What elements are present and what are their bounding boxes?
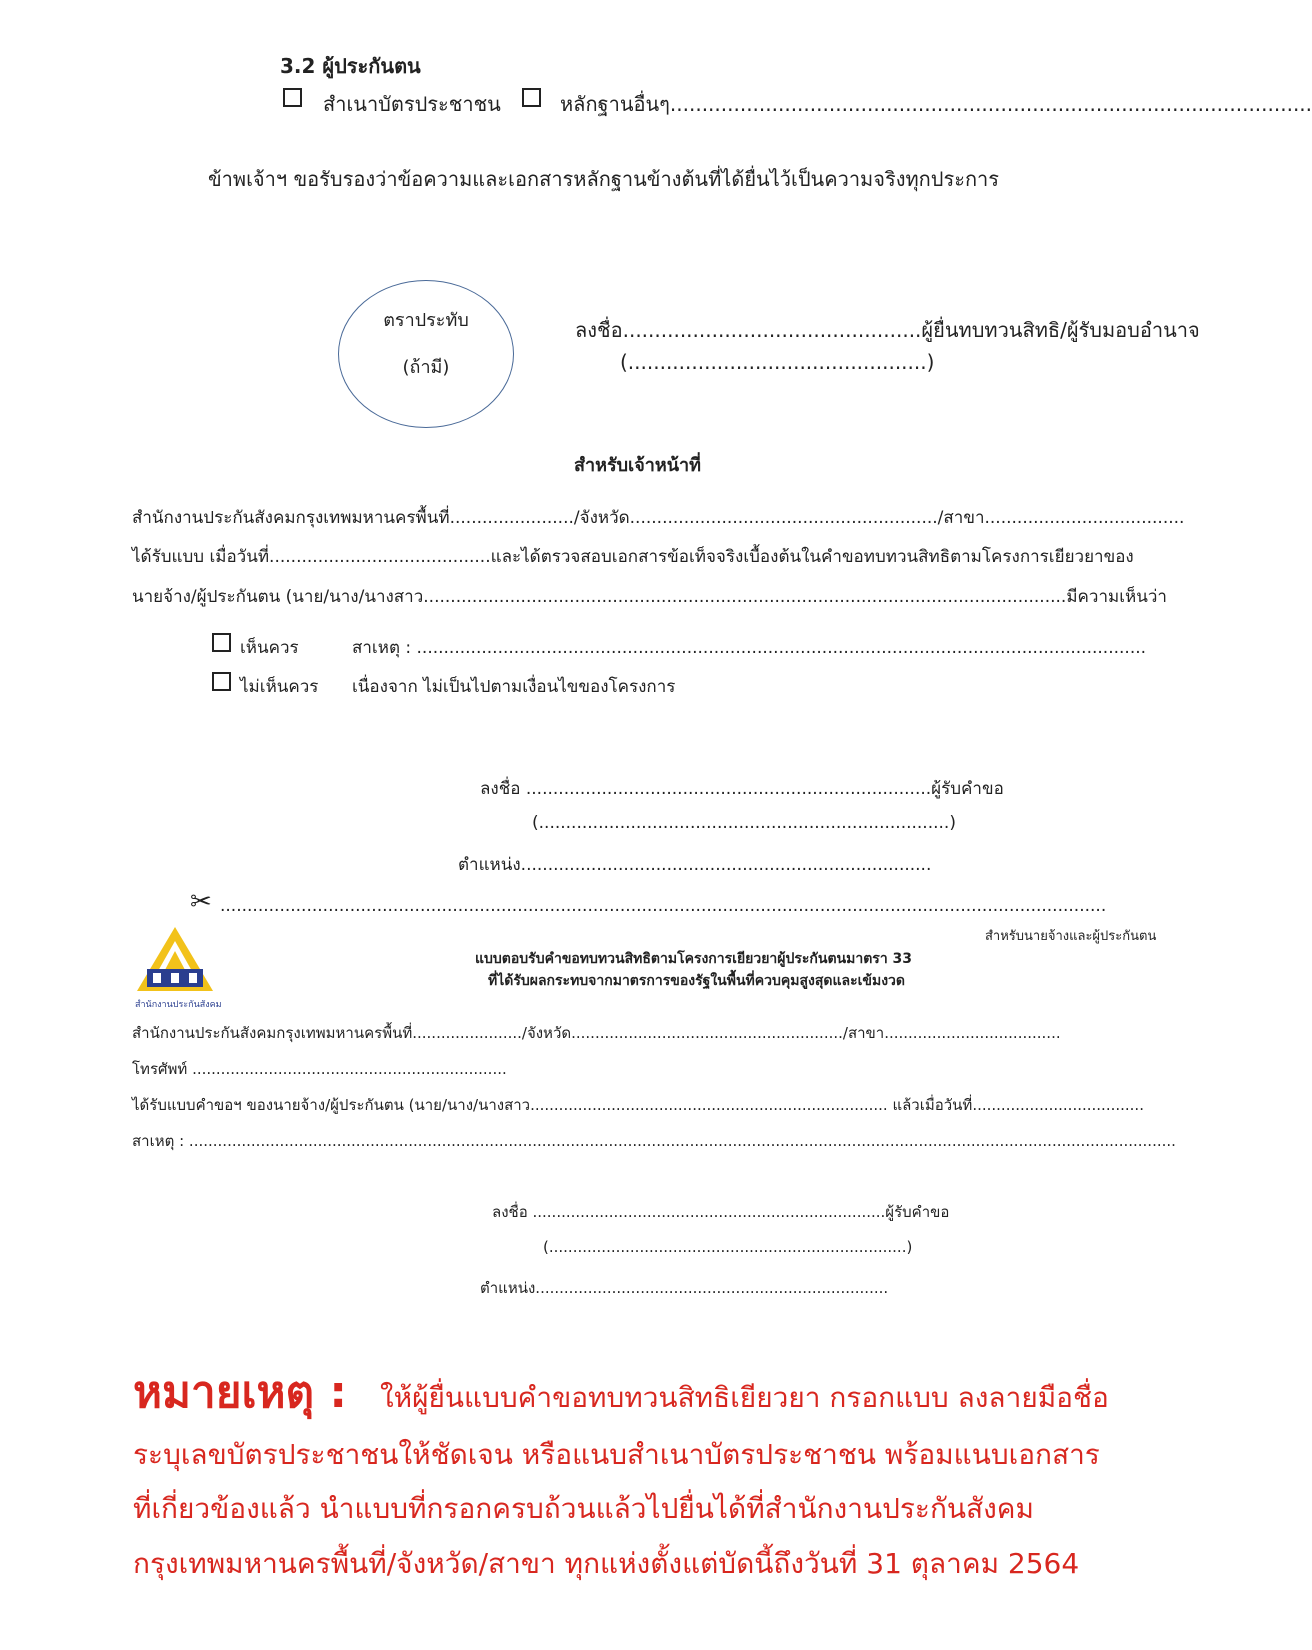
stamp-optional-label: (ถ้ามี) <box>402 357 450 378</box>
cut-dotted-line: .................................................................................................................................................................... <box>220 896 1107 916</box>
checkbox-id-copy[interactable] <box>283 88 302 107</box>
stamp-label: ตราประทับ <box>383 310 469 331</box>
agree-label: เห็นควร <box>240 638 299 658</box>
receipt-signature-line: ลงชื่อ ..........................................................................ผู้รับคำขอ <box>492 1203 950 1221</box>
receipt-received-line: ได้รับแบบคำขอฯ ของนายจ้าง/ผู้ประกันตน (นาย/นาง/นางสาว........................................................................... แล้วเมื่อวันที่.................................... <box>132 1096 1144 1114</box>
agree-reason-line: สาเหตุ : ....................................................................................................................................... <box>352 638 1147 658</box>
section-heading: 3.2 ผู้ประกันตน <box>280 54 421 78</box>
note-line1: ให้ผู้ยื่นแบบคำขอทบทวนสิทธิเยียวยา กรอกแบบ ลงลายมือชื่อ <box>379 1381 1109 1414</box>
receipt-reason-line: สาเหตุ : ............................................................................................................................................................................................................... <box>132 1132 1176 1150</box>
officer-position-line: ตำแหน่ง............................................................................ <box>458 855 932 875</box>
label-other-evidence: หลักฐานอื่นๆ..................................................................................................... <box>560 92 1312 116</box>
disagree-label: ไม่เห็นควร <box>240 677 319 697</box>
officer-section-title: สำหรับเจ้าหน้าที่ <box>573 455 701 476</box>
officer-received-line: ได้รับแบบ เมื่อวันที่.........................................และได้ตรวจสอบเอกสารข้อเท็จจริงเบื้องต้นในคำขอทบทวนสิทธิตามโครงการเยียวยาของ <box>132 547 1134 567</box>
receipt-name-line: (...........................................................................) <box>543 1238 913 1256</box>
receipt-title-line2: ที่ได้รับผลกระทบจากมาตรการของรัฐในพื้นที่ควบคุมสูงสุดและเข้มงวด <box>488 973 905 989</box>
officer-name-line: (............................................................................) <box>532 813 956 833</box>
note-heading: หมายเหตุ : <box>133 1367 348 1418</box>
note-line3: ที่เกี่ยวข้องแล้ว นำแบบที่กรอกครบถ้วนแล้วไปยื่นได้ที่สำนักงานประกันสังคม <box>133 1492 1034 1525</box>
note-line4: กรุงเทพมหานครพื้นที่/จังหวัด/สาขา ทุกแห่งตั้งแต่บัดนี้ถึงวันที่ 31 ตุลาคม 2564 <box>133 1547 1080 1580</box>
applicant-signature-line: ลงชื่อ...............................................ผู้ยื่นทบทวนสิทธิ/ผู้รับมอบอำนาจ <box>575 318 1200 342</box>
receipt-office-line: สำนักงานประกันสังคมกรุงเทพมหานครพื้นที่......................./จังหวัด........................................................./สาขา..................................... <box>132 1024 1061 1042</box>
checkbox-disagree[interactable] <box>212 672 231 691</box>
certification-statement: ข้าพเจ้าฯ ขอรับรองว่าข้อความและเอกสารหลักฐานข้างต้นที่ได้ยื่นไว้เป็นความจริงทุกประการ <box>208 167 1000 191</box>
officer-signature-line: ลงชื่อ ...........................................................................ผู้รับคำขอ <box>480 779 1004 799</box>
sso-logo-icon <box>135 925 215 995</box>
note-line2: ระบุเลขบัตรประชาชนให้ชัดเจน หรือแนบสำเนาบัตรประชาชน พร้อมแนบเอกสาร <box>133 1438 1100 1471</box>
checkbox-other-evidence[interactable] <box>522 88 541 107</box>
receipt-title-line1: แบบตอบรับคำขอทบทวนสิทธิตามโครงการเยียวยาผู้ประกันตนมาตรา 33 <box>475 951 913 967</box>
officer-employer-line: นายจ้าง/ผู้ประกันตน (นาย/นาง/นางสาว.......................................................................................................................มีความเห็นว่า <box>132 587 1167 607</box>
label-id-copy: สำเนาบัตรประชาชน <box>323 92 501 116</box>
scissors-icon: ✂ <box>190 887 212 917</box>
note-first-line <box>133 1357 1109 1427</box>
receipt-audience-label: สำหรับนายจ้างและผู้ประกันตน <box>985 929 1157 944</box>
receipt-phone-line: โทรศัพท์ .................................................................. <box>132 1060 507 1078</box>
officer-office-line: สำนักงานประกันสังคมกรุงเทพมหานครพื้นที่......................./จังหวัด........................................................./สาขา..................................... <box>132 508 1185 528</box>
sso-logo-caption: สำนักงานประกันสังคม <box>135 1000 222 1010</box>
checkbox-agree[interactable] <box>212 633 231 652</box>
sso-logo <box>135 925 222 1010</box>
applicant-name-line: (...............................................) <box>620 350 935 374</box>
receipt-position-line: ตำแหน่ง.......................................................................... <box>480 1279 889 1297</box>
disagree-reason: เนื่องจาก ไม่เป็นไปตามเงื่อนไขของโครงการ <box>352 677 676 697</box>
